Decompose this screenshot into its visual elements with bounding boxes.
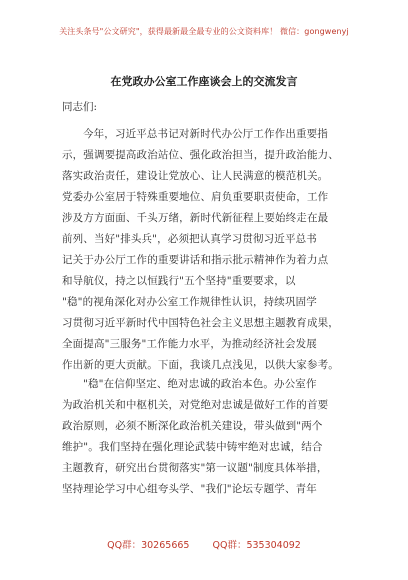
paragraph-line: 示，强调要提高政治站位、强化政治担当，提升政治能力、 [62, 149, 339, 161]
salutation: 同志们: [62, 101, 98, 113]
paragraph-line: 为政治机关和中枢机关，对党绝对忠诚是做好工作的首要 [62, 399, 329, 411]
paragraph-line: "稳"的视角深化对办公室工作规律性认识，持续巩固学 [62, 296, 317, 308]
paragraph-line: 前列、当好"排头兵"，必须把认真学习贯彻习近平总书 [62, 233, 317, 245]
paragraph-line: 作出新的更大贡献。下面，我谈几点浅见，以供大家参考。 [62, 359, 339, 371]
paragraph-line: 主题教育，研究出台贯彻落实"第一议题"制度具体举措， [62, 462, 328, 474]
paragraph-line: 涉及方方面面、千头万绪，新时代新征程上要始终走在最 [62, 212, 329, 224]
qq-group-1: QQ群：30265665 [107, 540, 190, 551]
qq-group-2: QQ群：535304092 [212, 540, 301, 551]
paragraph-line: 坚持理论学习中心组夸头学、"我们"论坛专题学、青年 [62, 483, 317, 495]
paragraph-line: 全面提高"三服务"工作能力水平，为推动经济社会发展 [62, 338, 317, 350]
paragraph-line: 和导航仪，持之以恒践行"五个坚持"重要要求，以 [62, 275, 296, 287]
paragraph-line: 党委办公室居于特殊重要地位、肩负重要职责使命，工作 [62, 191, 329, 203]
paragraph-line: 维护"。我们坚持在强化理论武装中铸牢绝对忠诚，结合 [62, 441, 323, 453]
paragraph-1 [62, 124, 348, 376]
paragraph-line: 落实政治责任，建设让党放心、让人民满意的模范机关。 [62, 170, 329, 182]
paragraph-line: 习贯彻习近平新时代中国特色社会主义思想主题教育成果， [62, 317, 339, 329]
footer [0, 537, 408, 551]
paragraph-line: "稳"在信仰坚定、绝对忠诚的政治本色。办公室作 [83, 378, 317, 390]
paragraph-line: 记关于办公厅工作的重要讲话和指示批示精神作为着力点 [62, 254, 329, 266]
document-title: 在党政办公室工作座谈会上的交流发言 [110, 75, 298, 88]
paragraph-line: 今年，习近平总书记对新时代办公厅工作作出重要指 [83, 128, 328, 140]
paragraph-2 [62, 374, 348, 500]
paragraph-line: 政治原则，必须不断深化政治机关建设，带头做到"两个 [62, 420, 323, 432]
promo-banner: 关注头条号"公文研究"，获得最新最全最专业的公文资料库！ 微信：gongwenyj [59, 27, 349, 36]
